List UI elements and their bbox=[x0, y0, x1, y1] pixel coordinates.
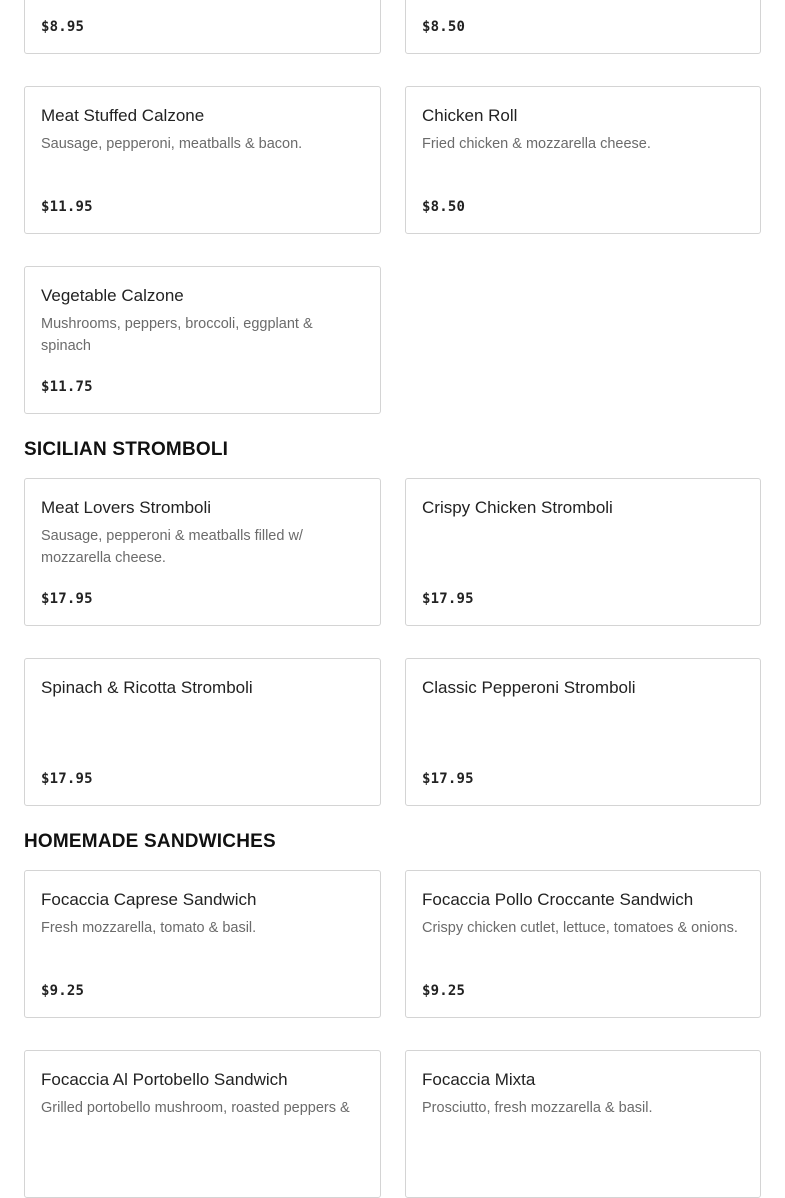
menu-item-card[interactable] bbox=[405, 0, 761, 54]
menu-item-card[interactable] bbox=[405, 870, 761, 1018]
item-price: $8.50 bbox=[422, 19, 466, 35]
item-name: Meat Lovers Stromboli bbox=[41, 498, 212, 517]
menu-item-card[interactable] bbox=[24, 870, 381, 1018]
item-name: Focaccia Caprese Sandwich bbox=[41, 890, 257, 909]
item-name: Focaccia Al Portobello Sandwich bbox=[41, 1070, 288, 1089]
item-price: $17.95 bbox=[41, 591, 93, 607]
item-description: Crispy chicken cutlet, lettuce, tomatoes & onions. bbox=[422, 920, 738, 936]
item-price: $17.95 bbox=[422, 591, 474, 607]
item-price: $17.95 bbox=[41, 771, 93, 787]
item-price: $11.95 bbox=[41, 199, 93, 215]
menu-item-card[interactable] bbox=[24, 266, 381, 414]
item-name: Focaccia Mixta bbox=[422, 1070, 536, 1089]
menu-item-card[interactable] bbox=[405, 1050, 761, 1198]
menu-item-card[interactable] bbox=[405, 658, 761, 806]
menu-item-card[interactable] bbox=[24, 478, 381, 626]
menu-item-card[interactable] bbox=[405, 86, 761, 234]
item-price: $8.95 bbox=[41, 19, 85, 35]
item-price: $17.95 bbox=[422, 771, 474, 787]
item-name: Meat Stuffed Calzone bbox=[41, 106, 205, 125]
item-description: Grilled portobello mushroom, roasted peppers & bbox=[41, 1100, 350, 1116]
section-heading: SICILIAN STROMBOLI bbox=[24, 439, 229, 460]
item-description: Prosciutto, fresh mozzarella & basil. bbox=[422, 1100, 653, 1116]
item-price: $11.75 bbox=[41, 379, 93, 395]
item-description: Sausage, pepperoni & meatballs filled w/ mozzarella cheese. bbox=[41, 528, 303, 566]
menu-item-card[interactable] bbox=[405, 478, 761, 626]
item-name: Vegetable Calzone bbox=[41, 286, 184, 305]
menu-item-card[interactable] bbox=[24, 86, 381, 234]
item-price: $9.25 bbox=[422, 983, 466, 999]
item-price: $8.50 bbox=[422, 199, 466, 215]
item-name: Classic Pepperoni Stromboli bbox=[422, 678, 636, 697]
item-description: Fried chicken & mozzarella cheese. bbox=[422, 136, 651, 152]
item-description: Sausage, pepperoni, meatballs & bacon. bbox=[41, 136, 303, 152]
item-name: Focaccia Pollo Croccante Sandwich bbox=[422, 890, 694, 909]
item-name: Chicken Roll bbox=[422, 106, 518, 125]
menu-item-card[interactable] bbox=[24, 658, 381, 806]
item-name: Spinach & Ricotta Stromboli bbox=[41, 678, 253, 697]
item-name: Crispy Chicken Stromboli bbox=[422, 498, 613, 517]
section-heading: HOMEMADE SANDWICHES bbox=[24, 831, 276, 852]
menu-item-card[interactable] bbox=[24, 1050, 381, 1198]
item-price: $9.25 bbox=[41, 983, 85, 999]
item-description: Fresh mozzarella, tomato & basil. bbox=[41, 920, 257, 936]
menu-item-card[interactable] bbox=[24, 0, 381, 54]
item-description: Mushrooms, peppers, broccoli, eggplant & spinach bbox=[41, 316, 313, 354]
